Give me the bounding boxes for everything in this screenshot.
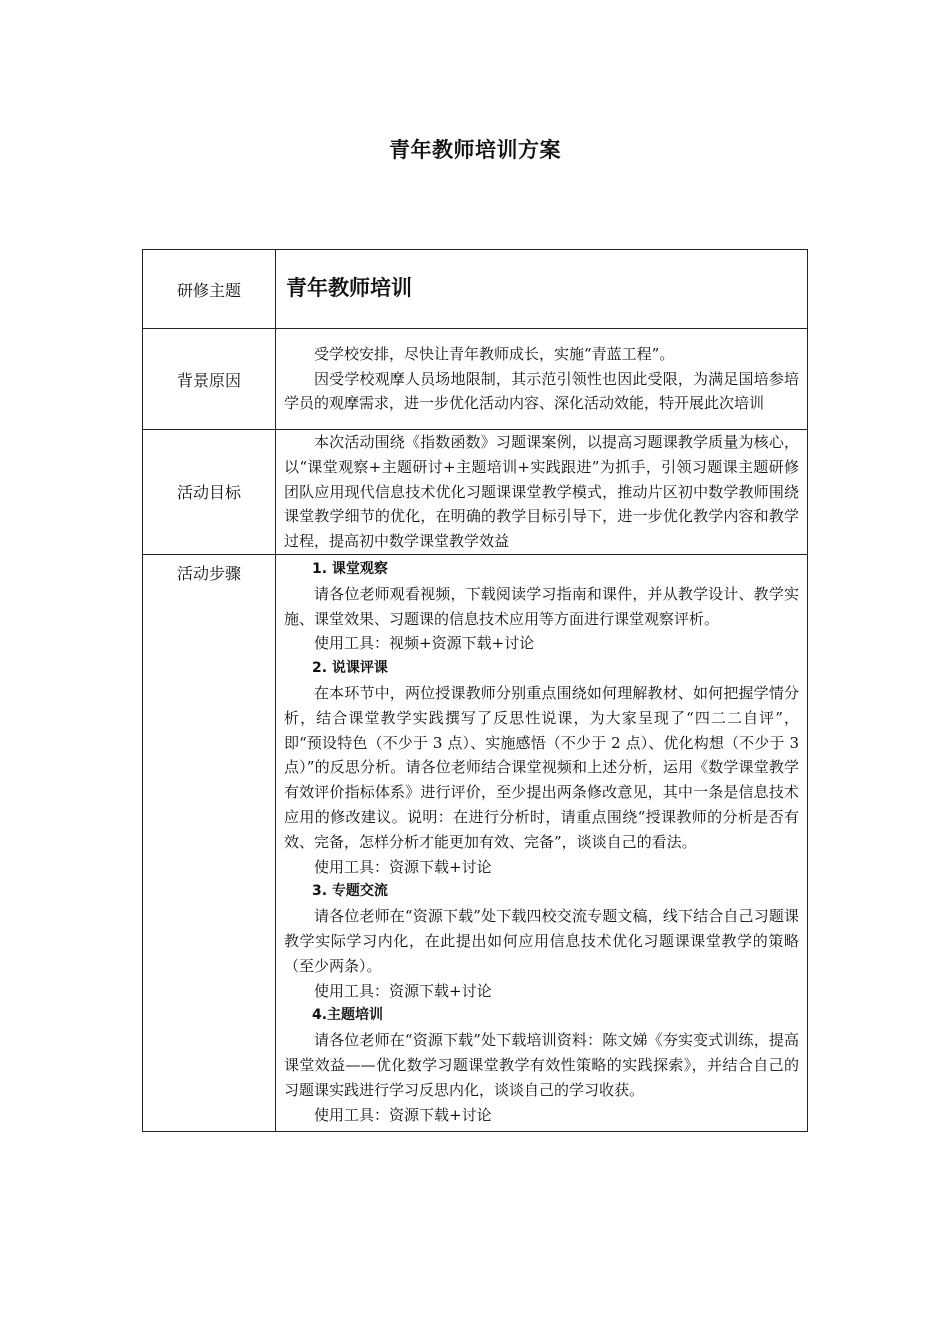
step-heading: 4.主题培训 [312,1007,384,1024]
background-paragraph: 因受学校观摩人员场地限制，其示范引领性也因此受限，为满足国培参培学员的观摩需求，进一步优化活动内容、深化活动效能，特开展此次培训 [284,369,799,413]
table-row-topic [143,250,808,329]
step-heading: 2. 说课评课 [312,660,388,677]
training-plan-table [142,249,808,1132]
goal-cell [276,430,808,555]
page-title: 青年教师培训方案 [389,137,561,162]
step-body: 在本环节中，两位授课教师分别重点围绕如何理解教材、如何把握学情分析，结合课堂教学实践撰写了反思性说课，为大家呈现了“四二二自评”，即“预设特色（不少于 3 点）、实施感悟（不少于 2 点）、优化构想（不少于 3 点）”的反思分析。请各位老师结合课堂视频和上述分析，运用《数学课堂教学有效评价指标体系》进行评价，至少提出两条修改意见，其中一条是信息技术应用的修改建议。说明：在进行分析时，请重点围绕“授课教师的分析是否有效、完备，怎样分析才能更加有效、完备”，谈谈自己的看法。 [284,683,799,851]
steps-label: 活动步骤 [143,554,276,1131]
step-body: 请各位老师在“资源下载”处下载培训资料：陈文娣《夯实变式训练，提高课堂效益——优化数学习题课堂教学有效性策略的实践探索》，并结合自己的习题课实践进行学习反思内化，谈谈自己的学习收获。 [284,1031,799,1099]
goal-label: 活动目标 [143,430,276,555]
step-tools: 使用工具：资源下载+讨论 [314,1105,492,1124]
background-cell [276,329,808,430]
step-tools: 使用工具：资源下载+讨论 [314,981,492,1000]
goal-paragraph: 本次活动围绕《指数函数》习题课案例，以提高习题课教学质量为核心，以“课堂观察+主题研讨+主题培训+实践跟进”为抓手，引领习题课主题研修团队应用现代信息技术优化习题课课堂教学模式，推动片区初中数学教师围绕课堂教学细节的优化，在明确的教学目标引导下，进一步优化教学内容和教学过程，提高初中数学课堂教学效益 [284,433,799,551]
background-paragraph: 受学校安排，尽快让青年教师成长，实施“青蓝工程”。 [314,344,675,363]
table-row-goal [143,430,808,555]
table-row-steps [143,554,808,1131]
step-body: 请各位老师观看视频，下载阅读学习指南和课件，并从教学设计、教学实施、课堂效果、习题课的信息技术应用等方面进行课堂观察评析。 [284,584,799,628]
topic-value: 青年教师培训 [286,274,412,300]
step-tools: 使用工具：资源下载+讨论 [314,857,492,876]
step-tools: 使用工具：视频+资源下载+讨论 [314,634,535,653]
table-row-background [143,329,808,430]
step-heading: 3. 专题交流 [312,883,388,900]
step-body: 请各位老师在“资源下载”处下载四校交流专题文稿，线下结合自己习题课教学实际学习内化，在此提出如何应用信息技术优化习题课课堂教学的策略（至少两条）。 [284,907,799,975]
step-heading: 1. 课堂观察 [312,560,388,577]
topic-label: 研修主题 [143,250,276,329]
background-label: 背景原因 [143,329,276,430]
steps-block [284,555,799,1131]
steps-cell [276,554,808,1131]
topic-cell [276,250,808,329]
